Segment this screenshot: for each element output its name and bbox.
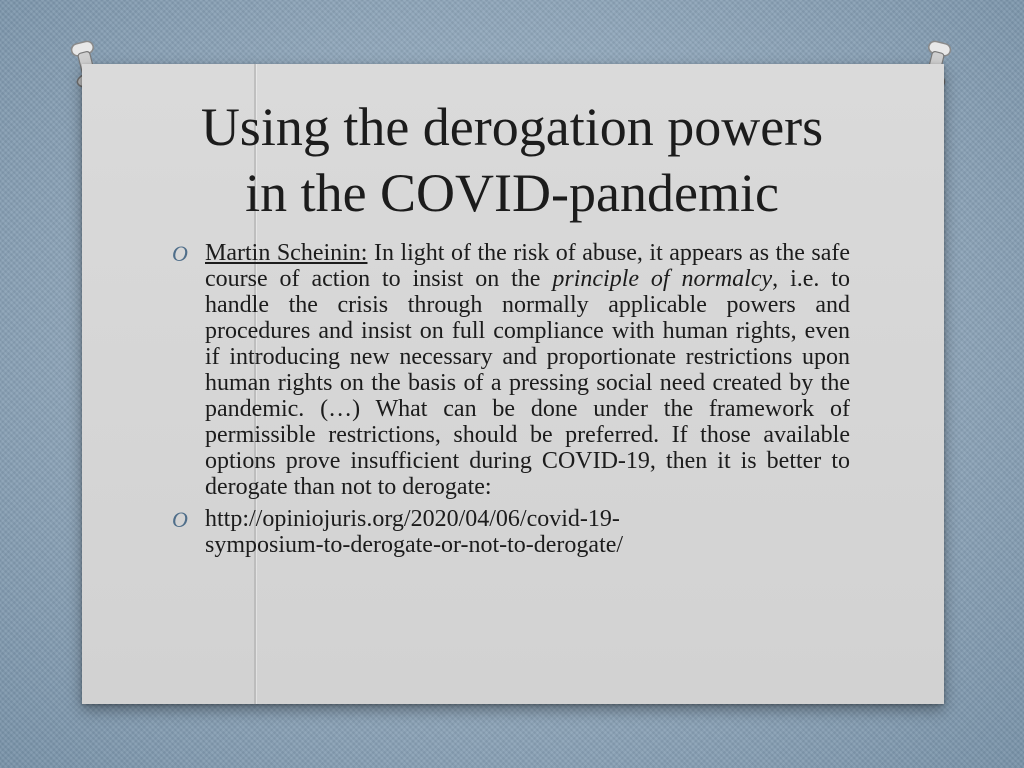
source-url-line-1[interactable]: http://opiniojuris.org/2020/04/06/covid-19- [205, 506, 620, 532]
quote-emphasis: principle of normalcy [552, 266, 773, 292]
bullet-source-link[interactable] [172, 506, 850, 558]
quote-text-part1: In light of the risk of abuse, it appears as the safe course of action to insist on the [205, 240, 850, 292]
quote-text-part2: , i.e. to handle the crisis through normally applicable powers and procedures and insist on full compliance with human rights, even if introducing new necessary and proportionate restrictions upon human rights on the basis of a pressing social need created by the pandemic. (…) What can be done under the framework of permissible restrictions, should be preferred. If those available options prove insufficient during COVID-19, then it is better to derogate than not to derogate: [205, 266, 850, 500]
title-line-2: in the COVID-pandemic [245, 163, 779, 223]
bullet-marker: O [172, 241, 188, 266]
bullet-list [172, 240, 850, 564]
title-line-1: Using the derogation powers [200, 97, 824, 157]
bullet-marker: O [172, 507, 188, 532]
bullet-quote [172, 240, 850, 500]
source-url-line-2[interactable]: symposium-to-derogate-or-not-to-derogate/ [205, 532, 624, 558]
quote-speaker: Martin Scheinin: [205, 240, 368, 266]
slide-title [0, 94, 1024, 226]
